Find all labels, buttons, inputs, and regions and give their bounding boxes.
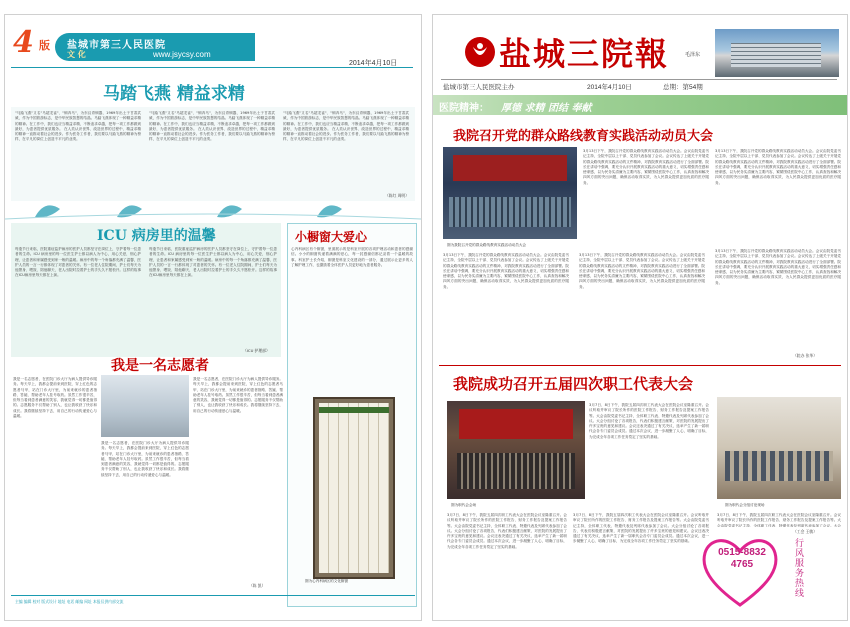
section-label: 文 化 [67,50,86,59]
page-right [432,14,848,621]
right-article2-col-c: 3月7日、8日下午，我院五届四次职工代表大会在医院会议室隆重召开。会议听取并审议了院长所作的医院工作报告、财务工作报告及提案工作报告等。大会由院党委书记主持，全体职工代表、特邀代表及列席代表参加了会议。大会分组讨论了各项报告，代表们积极建言献策，对医院的发展提出了许多宝贵的意见和建议。会议还表决通过了有关决议，选举产生了新一届职代会各专门委员会成员。通过本次会议，进一步凝聚了人心，明确了目标，为完成全年各项工作任务奠定了坚实的基础。 [573,513,709,544]
volunteer-photo [101,375,189,437]
article4-col1: 我是一名志愿者，在医院门诊大厅为病人提供导诊服务。每天早上，我都会提前来到医院，穿上红色的志愿者马甲，站在门诊大厅里，为前来就诊的患者指路、答疑、帮助老年人挂号取药。虽然工作很辛苦，但每当看到患者满意的笑容，我就觉得一切都是值得的。志愿服务不仅帮助了别人，也让我收获了快乐和成长。我将继续坚持下去，用自己的行动传递爱心与温暖。 [13,377,97,419]
spirit-values: 厚德 求精 团结 奉献 [501,103,592,114]
footer-line: 主编 编辑 校对 版式设计 地址 电话 邮编 网址 本报仅供内部交流 [15,599,124,604]
right-article1-col-d: 3月13日下午，我院召开党的群众路线教育实践活动动员大会。会议由院党委书记主持，全院中层以上干部、党员代表参加了会议。会议传达了上级关于开展党的群众路线教育实践活动的文件精神，对我院教育实践活动进行了全面部署。院长在讲话中强调，要充分认识开展教育实践活动的重大意义，切实增强责任感和使命感，以为民务实清廉为主要内容，紧紧围绕医院中心工作，认真查找和解决四风方面的突出问题，确保活动取得实效，为人民群众提供更加优质的医疗服务。 [579,253,705,289]
discussion-photo-caption: 图为职代会分组讨论现场 [725,503,765,507]
group-discussion-photo [717,397,841,499]
article4-title: 我是一名志愿者 [111,358,209,374]
article3-photo-caption: 图为心内科病区的文化橱窗 [305,579,349,583]
footer-rule [11,595,415,596]
issue-date-right: 2014年4月10日 [587,84,632,91]
spirit-bar [433,95,847,115]
right-article1-col-e: 3月13日下午，我院召开党的群众路线教育实践活动动员大会。会议由院党委书记主持，全院中层以上干部、党员代表参加了会议。会议传达了上级关于开展党的群众路线教育实践活动的文件精神，对我院教育实践活动进行了全面部署。院长在讲话中强调，要充分认识开展教育实践活动的重大意义，切实增强责任感和使命感，以为民务实清廉为主要内容，紧紧围绕医院中心工作，认真查找和解决四风方面的突出问题，确保活动取得实效，为人民群众提供更加优质的医疗服务。 [715,249,841,285]
header-rule [11,67,413,68]
congress-photo-caption: 图为职代会会场 [451,503,477,507]
masthead-title: 盐城三院報 [499,35,670,73]
service-phone: 0515-88324765 [718,547,766,570]
right-article1-col-b: 3月13日下午，我院召开党的群众路线教育实践活动动员大会。会议由院党委书记主持，全院中层以上干部、党员代表参加了会议。会议传达了上级关于开展党的群众路线教育实践活动的文件精神，对我院教育实践活动进行了全面部署。院长在讲话中强调，要充分认识开展教育实践活动的重大意义，切实增强责任感和使命感，以为民务实清廉为主要内容，紧紧围绕医院中心工作，认真查找和解决四风方面的突出问题，确保活动取得实效，为人民群众提供更加优质的医疗服务。 [715,149,841,185]
leaf-icon [5,195,421,223]
page-label: 版 [39,39,50,52]
hospital-logo-icon [465,37,495,67]
article1-col3: "马踏飞燕"又名"马超龙雀"、"铜奔马"，为东汉青铜器，1969年出土于甘肃武威，作为中国旅游标志，是中华民族智慧的结晶。马踏飞燕体现了一种精益求精的精神。在工作中，我们也应当精益求精，不断追求卓越，把每一项工作都做到最好，为患者提供优质服务。 在人类认识世界、改造世界的过程中，精益求精的精神一直推动着社会的进步。作为医务工作者，我们要以马踏飞燕的精神为榜样，在平凡的岗位上创造不平凡的业绩。 [283,111,409,142]
paper-name: 盐城市第三人民医院 [67,40,166,51]
article2-col2: 每逢节日来临，医院重症监护病房的医护人员都坚守在岗位上，守护着每一位患者的生命。ICU 病房里的每一位医生护士都以病人为中心，用心关爱，细心护理，让患者和家属感受到家一般的温暖。病房中的每一个角落都充满了温馨，医护人员的一言一行都体现了对患者的关怀。有一位老人住院期间，护士们每天为他擦身、喂饭、陪他聊天，老人出院时拉着护士的手久久不愿松开。这样的故事在ICU病房里每天都在上演。 [149,247,277,278]
page-number: 4 [13,25,34,60]
article2-rule [439,365,841,366]
leaf-decoration-row [5,195,421,223]
meeting-photo [443,147,577,239]
right-article1-author: （院办 张华） [793,353,817,358]
congress-photo [447,401,585,499]
issue-number: 总期：第54期 [663,84,703,91]
right-article1-col-a: 3月13日下午，我院召开党的群众路线教育实践活动动员大会。会议由院党委书记主持，全院中层以上干部、党员代表参加了会议。会议传达了上级关于开展党的群众路线教育实践活动的文件精神，对我院教育实践活动进行了全面部署。院长在讲话中强调，要充分认识开展教育实践活动的重大意义，切实增强责任感和使命感，以为民务实清廉为主要内容，紧紧围绕医院中心工作，认真查找和解决四风方面的突出问题，确保活动取得实效，为人民群众提供更加优质的医疗服务。 [583,149,709,185]
article3-title: 小橱窗大爱心 [295,230,368,244]
right-article2-author: （工会 王敏） [793,529,817,534]
hospital-building-photo [715,29,839,77]
right-article1-col-c: 3月13日下午，我院召开党的群众路线教育实践活动动员大会。会议由院党委书记主持，全院中层以上干部、党员代表参加了会议。会议传达了上级关于开展党的群众路线教育实践活动的文件精神，对我院教育实践活动进行了全面部署。院长在讲话中强调，要充分认识开展教育实践活动的重大意义，切实增强责任感和使命感，以为民务实清廉为主要内容，紧紧围绕医院中心工作，认真查找和解决四风方面的突出问题，确保活动取得实效，为人民群众提供更加优质的医疗服务。 [443,253,569,289]
article1-box [11,107,415,201]
spirit-label: 医院精神： [439,103,489,114]
article1-title: 马踏飞燕 精益求精 [103,84,245,104]
page-left [4,14,422,621]
right-article2-title: 我院成功召开五届四次职工代表大会 [453,375,694,393]
right-article2-col-d: 3月7日、8日下午，我院五届四次职工代表大会在医院会议室隆重召开。会议听取并审议了院长所作的医院工作报告、财务工作报告及提案工作报告等。大会由院党委书记主持，全体职工代表、特邀代表及列席代表参加了会议。大会 [717,513,841,527]
publisher: 盐城市第三人民医院主办 [443,84,515,91]
heart-icon [699,531,781,611]
article4-author: （陈 凯） [249,583,266,588]
article4-col2: 我是一名志愿者，在医院门诊大厅为病人提供导诊服务。每天早上，我都会提前来到医院，穿上红色的志愿者马甲，站在门诊大厅里，为前来就诊的患者指路、答疑、帮助老年人挂号取药。虽然工作很辛苦，但每当看到患者满意的笑容，我就觉得一切都是值得的。志愿服务不仅帮助了别人，也让我收获了快乐和成长。我将继续坚持下去，用自己的行动传递爱心与温暖。 [101,441,189,477]
showcase-photo [313,397,395,579]
right-article1-title: 我院召开党的群众路线教育实践活动动员大会 [453,129,714,144]
article1-author: （陈红 周明） [385,193,409,198]
service-label: 行风服务热线 [795,539,805,599]
meeting-photo-caption: 图为我院召开党的群众路线教育实践活动动员大会 [447,243,527,247]
right-article2-col-b: 3月7日、8日下午，我院五届四次职工代表大会在医院会议室隆重召开。会议听取并审议了院长所作的医院工作报告、财务工作报告及提案工作报告等。大会由院党委书记主持，全体职工代表、特邀代表及列席代表参加了会议。大会分组讨论了各项报告，代表们积极建言献策，对医院的发展提出了许多宝贵的意见和建议。会议还表决通过了有关决议，选举产生了新一届职代会各专门委员会成员。通过本次会议，进一步凝聚了人心，明确了目标，为完成全年各项工作任务奠定了坚实的基础。 [447,513,567,549]
article4-col3: 我是一名志愿者，在医院门诊大厅为病人提供导诊服务。每天早上，我都会提前来到医院，穿上红色的志愿者马甲，站在门诊大厅里，为前来就诊的患者指路、答疑、帮助老年人挂号取药。虽然工作很辛苦，但每当看到患者满意的笑容，我就觉得一切都是值得的。志愿服务不仅帮助了别人，也让我收获了快乐和成长。我将继续坚持下去，用自己的行动传递爱心与温暖。 [193,377,283,413]
right-article2-col-a: 3月7日、8日下午，我院五届四次职工代表大会在医院会议室隆重召开。会议听取并审议了院长所作的医院工作报告、财务工作报告及提案工作报告等。大会由院党委书记主持，全体职工代表、特邀代表及列席代表参加了会议。大会分组讨论了各项报告，代表们积极建言献策，对医院的发展提出了许多宝贵的意见和建议。会议还表决通过了有关决议，选举产生了新一届职代会各专门委员会成员。通过本次会议，进一步凝聚了人心，明确了目标，为完成全年各项工作任务奠定了坚实的基础。 [589,403,709,439]
article2-col1: 每逢节日来临，医院重症监护病房的医护人员都坚守在岗位上，守护着每一位患者的生命。ICU 病房里的每一位医生护士都以病人为中心，用心关爱，细心护理，让患者和家属感受到家一般的温暖。病房中的每一个角落都充满了温馨，医护人员的一言一行都体现了对患者的关怀。有一位老人住院期间，护士们每天为他擦身、喂饭、陪他聊天，老人出院时拉着护士的手久久不愿松开。这样的故事在ICU病房里每天都在上演。 [15,247,141,278]
article1-col2: "马踏飞燕"又名"马超龙雀"、"铜奔马"，为东汉青铜器，1969年出土于甘肃武威，作为中国旅游标志，是中华民族智慧的结晶。马踏飞燕体现了一种精益求精的精神。在工作中，我们也应当精益求精，不断追求卓越，把每一项工作都做到最好，为患者提供优质服务。 在人类认识世界、改造世界的过程中，精益求精的精神一直推动着社会的进步。作为医务工作者，我们要以马踏飞燕的精神为榜样，在平凡的岗位上创造不平凡的业绩。 [149,111,275,142]
article2-author: （ICU 护理部） [243,348,270,353]
article2-title: ICU 病房里的温馨 [97,228,216,244]
masthead-rule [441,79,837,80]
article3-body: 心内科病区有个橱窗，里面展示的是科室开展的各项护理活动和患者的感谢信。小小的橱窗传递着满满的爱心，每一封感谢信都记录着一个温暖的故事。科室护士长介绍，橱窗是科室文化建设的一部分，通过展示让更多的人了解护理工作，也激励着全体医护人员更好地为患者服务。 [291,247,413,267]
masthead-stamp: 毛泽东 [685,52,701,58]
article1-col1: "马踏飞燕"又名"马超龙雀"、"铜奔马"，为东汉青铜器，1969年出土于甘肃武威，作为中国旅游标志，是中华民族智慧的结晶。马踏飞燕体现了一种精益求精的精神。在工作中，我们也应当精益求精，不断追求卓越，把每一项工作都做到最好，为患者提供优质服务。 在人类认识世界、改造世界的过程中，精益求精的精神一直推动着社会的进步。作为医务工作者，我们要以马踏飞燕的精神为榜样，在平凡的岗位上创造不平凡的业绩。 [15,111,141,142]
site-url: www.jsycsy.com [153,50,211,59]
issue-date: 2014年4月10日 [349,60,398,67]
